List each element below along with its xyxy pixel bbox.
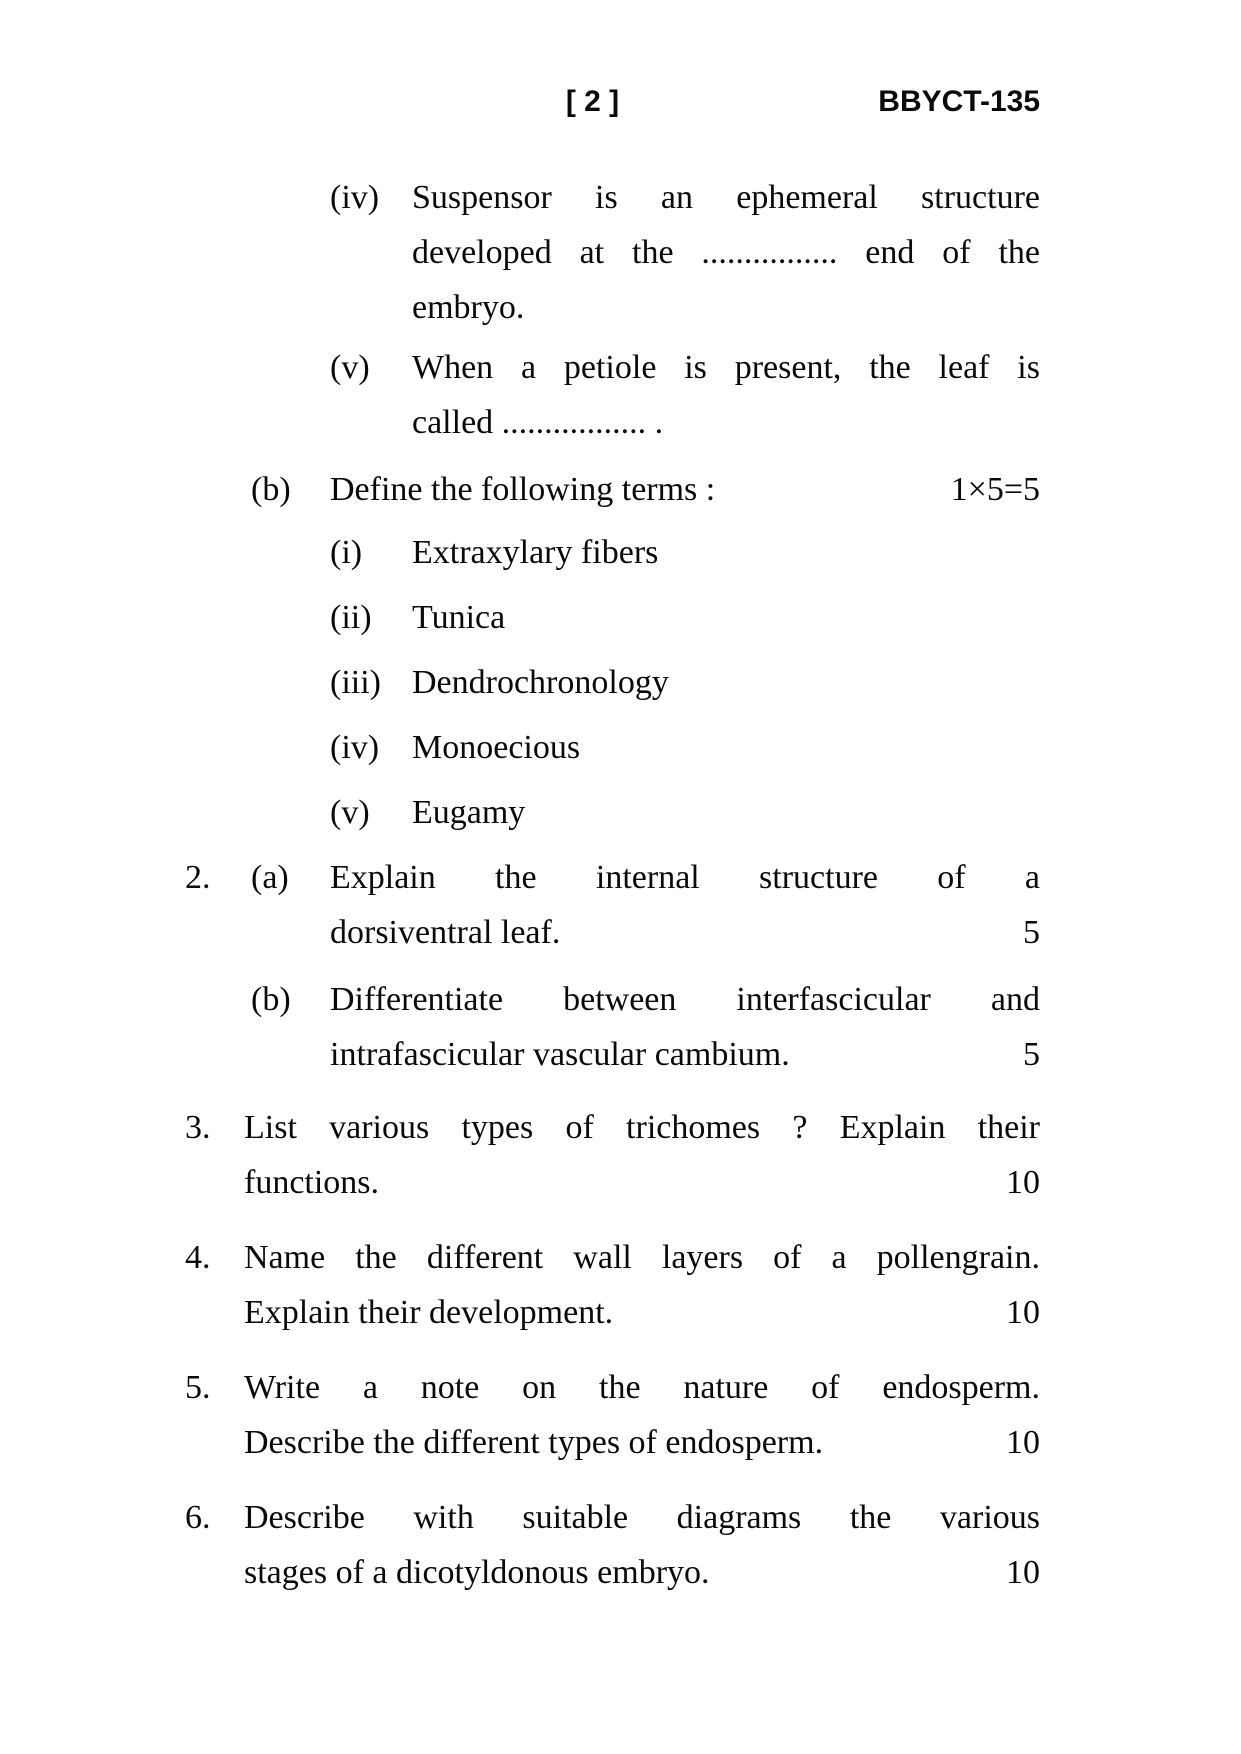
part-text: Define the following terms : bbox=[330, 471, 716, 508]
question-5 bbox=[185, 1360, 1040, 1470]
item-body bbox=[412, 340, 1040, 450]
marks-value: 10 bbox=[1006, 1554, 1040, 1591]
question-body bbox=[244, 1360, 1040, 1470]
page-number: [ 2 ] bbox=[565, 85, 620, 118]
term-text: Dendrochronology bbox=[412, 664, 669, 701]
page-header bbox=[185, 85, 1040, 127]
part-label: (a) bbox=[251, 859, 289, 896]
item-text-line: developed at the ................ end of the bbox=[412, 234, 1040, 271]
marks-value: 10 bbox=[1006, 1164, 1040, 1201]
question-text: functions. bbox=[244, 1164, 380, 1201]
term-text: Monoecious bbox=[412, 729, 581, 766]
part-body bbox=[330, 972, 1040, 1082]
q2-part-b bbox=[244, 972, 1040, 1082]
term-label: (i) bbox=[330, 534, 363, 571]
marks-value: 5 bbox=[1023, 914, 1040, 951]
question-text: Describe the different types of endosperm. bbox=[244, 1424, 824, 1461]
q1b-term-i bbox=[185, 525, 1040, 580]
q1a-item-iv bbox=[185, 170, 1040, 335]
part-body bbox=[330, 850, 1040, 960]
question-text-line bbox=[244, 1155, 1040, 1210]
page-content bbox=[185, 85, 1040, 1600]
marks-value: 5 bbox=[1023, 1036, 1040, 1073]
question-6 bbox=[185, 1490, 1040, 1600]
item-text-line: When a petiole is present, the leaf is bbox=[412, 349, 1040, 386]
item-label: (v) bbox=[330, 349, 370, 386]
item-body bbox=[412, 170, 1040, 335]
item-text-line: called ................. . bbox=[412, 404, 664, 441]
marks-value: 10 bbox=[1006, 1424, 1040, 1461]
part-text-line: Differentiate between interfascicular and bbox=[330, 981, 1040, 1018]
q1b-heading bbox=[185, 462, 1040, 517]
q1b-term-ii bbox=[185, 590, 1040, 645]
term-label: (iii) bbox=[330, 664, 381, 701]
part-text-line bbox=[330, 905, 1040, 960]
term-text: Eugamy bbox=[412, 794, 526, 831]
part-text-line: Explain the internal structure of a bbox=[330, 859, 1040, 896]
question-body bbox=[244, 1490, 1040, 1600]
question-text-line: List various types of trichomes ? Explain their bbox=[244, 1109, 1040, 1146]
term-label: (v) bbox=[330, 794, 370, 831]
question-text: stages of a dicotyldonous embryo. bbox=[244, 1554, 710, 1591]
question-4 bbox=[185, 1230, 1040, 1340]
part-label: (b) bbox=[251, 471, 291, 508]
question-2 bbox=[185, 850, 1040, 1100]
item-text-line: embryo. bbox=[412, 289, 525, 326]
question-text-line: Name the different wall layers of a pollengrain. bbox=[244, 1239, 1040, 1276]
part-body bbox=[330, 462, 1040, 517]
q1b-term-iii bbox=[185, 655, 1040, 710]
question-number: 4. bbox=[185, 1239, 211, 1276]
question-number: 3. bbox=[185, 1109, 211, 1146]
term-text: Tunica bbox=[412, 599, 506, 636]
item-text-line: Suspensor is an ephemeral structure bbox=[412, 179, 1040, 216]
question-text-line: Describe with suitable diagrams the various bbox=[244, 1499, 1040, 1536]
part-text: dorsiventral leaf. bbox=[330, 914, 561, 951]
question-3 bbox=[185, 1100, 1040, 1210]
question-body bbox=[244, 850, 1040, 1100]
q2-part-a bbox=[244, 850, 1040, 960]
paper-code: BBYCT-135 bbox=[878, 85, 1040, 118]
question-text-line bbox=[244, 1545, 1040, 1600]
question-body bbox=[244, 1100, 1040, 1210]
item-label: (iv) bbox=[330, 179, 380, 216]
q1b-term-iv bbox=[185, 720, 1040, 775]
q1b-term-v bbox=[185, 785, 1040, 840]
part-text-line bbox=[330, 1027, 1040, 1082]
part-text-line bbox=[330, 462, 1040, 517]
question-text-line bbox=[244, 1415, 1040, 1470]
question-number: 6. bbox=[185, 1499, 211, 1536]
term-label: (iv) bbox=[330, 729, 380, 766]
question-text-line bbox=[244, 1285, 1040, 1340]
question-number: 2. bbox=[185, 859, 211, 896]
marks-value: 1×5=5 bbox=[950, 471, 1040, 508]
part-label: (b) bbox=[251, 981, 291, 1018]
term-label: (ii) bbox=[330, 599, 372, 636]
part-text: intrafascicular vascular cambium. bbox=[330, 1036, 790, 1073]
question-text: Explain their development. bbox=[244, 1294, 614, 1331]
question-body bbox=[244, 1230, 1040, 1340]
q1a-item-v bbox=[185, 340, 1040, 450]
question-number: 5. bbox=[185, 1369, 211, 1406]
term-text: Extraxylary fibers bbox=[412, 534, 659, 571]
marks-value: 10 bbox=[1006, 1294, 1040, 1331]
question-text-line: Write a note on the nature of endosperm. bbox=[244, 1369, 1040, 1406]
